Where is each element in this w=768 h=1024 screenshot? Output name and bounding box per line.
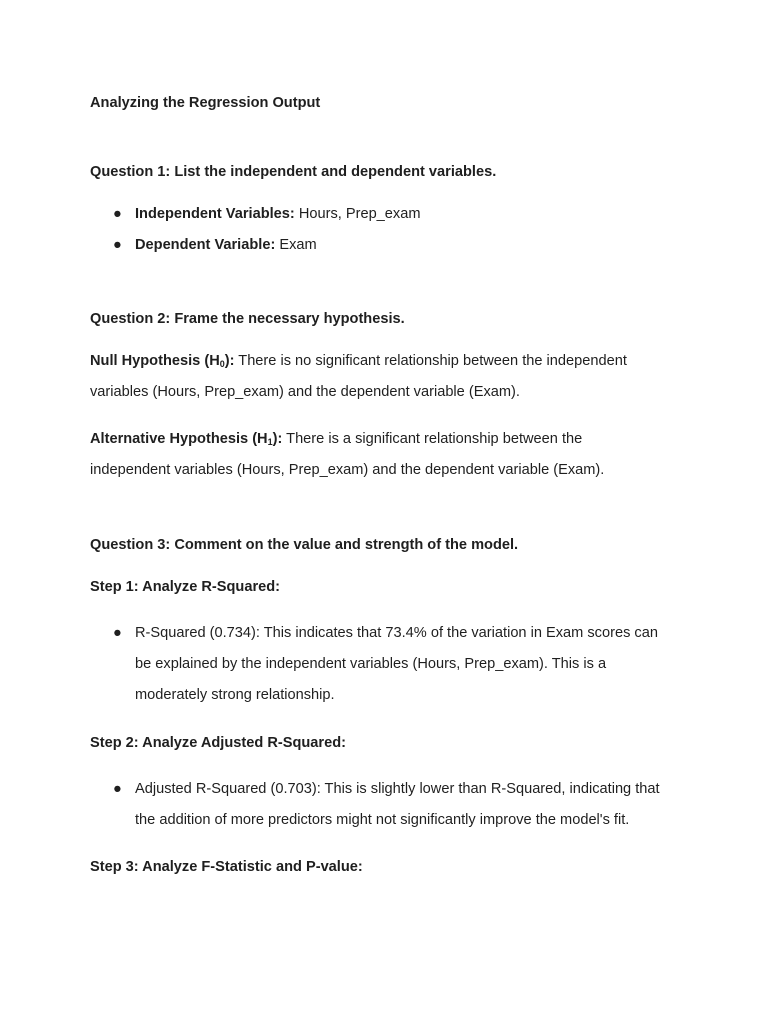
step-2-line-2: the addition of more predictors might not significantly improve the model's fit.: [135, 812, 630, 828]
step-1-line-2: be explained by the independent variables (Hours, Prep_exam). This is a: [135, 656, 607, 672]
step-1-line-1: R-Squared (0.734): This indicates that 73.4% of the variation in Exam scores can: [135, 625, 658, 641]
bullet-label: Dependent Variable:: [135, 237, 276, 253]
bullet-icon: ●: [113, 206, 122, 222]
null-hypothesis-text: There is no significant relationship between the independent: [234, 353, 627, 369]
step-1-heading: Step 1: Analyze R-Squared:: [90, 579, 281, 595]
alt-hypothesis-line-1: [90, 430, 582, 451]
list-item: [113, 780, 660, 798]
bullet-icon: ●: [113, 237, 122, 253]
question-2-heading: Question 2: Frame the necessary hypothesis.: [90, 311, 405, 327]
null-label-post: ):: [224, 353, 235, 369]
alt-label-subscript: 1: [267, 437, 273, 447]
null-hypothesis-label: [90, 353, 234, 369]
null-label-pre: Null Hypothesis (H: [90, 353, 220, 369]
bullet-label: Independent Variables:: [135, 206, 295, 222]
list-item: [113, 236, 317, 254]
question-3-heading: Question 3: Comment on the value and strength of the model.: [90, 537, 519, 553]
alt-hypothesis-label: [90, 431, 282, 447]
list-item: [113, 205, 421, 223]
list-item: [113, 624, 658, 642]
null-label-subscript: 0: [219, 359, 225, 369]
alt-label-post: ):: [272, 431, 283, 447]
document-title: Analyzing the Regression Output: [90, 95, 321, 111]
alt-label-pre: Alternative Hypothesis (H: [90, 431, 268, 447]
alt-hypothesis-line-2: independent variables (Hours, Prep_exam) and the dependent variable (Exam).: [90, 462, 605, 478]
null-hypothesis-line-2: variables (Hours, Prep_exam) and the dependent variable (Exam).: [90, 384, 520, 400]
question-1-heading: Question 1: List the independent and dependent variables.: [90, 164, 497, 180]
step-2-line-1: Adjusted R-Squared (0.703): This is slightly lower than R-Squared, indicating that: [135, 781, 660, 797]
alt-hypothesis-text: There is a significant relationship between the: [282, 431, 583, 447]
bullet-icon: ●: [113, 625, 122, 641]
step-1-line-3: moderately strong relationship.: [135, 687, 335, 703]
step-2-heading: Step 2: Analyze Adjusted R-Squared:: [90, 735, 346, 751]
bullet-icon: ●: [113, 781, 122, 797]
step-3-heading: Step 3: Analyze F-Statistic and P-value:: [90, 859, 363, 875]
bullet-text: Hours, Prep_exam: [294, 206, 421, 222]
null-hypothesis-line-1: [90, 352, 627, 373]
bullet-text: Exam: [275, 237, 317, 253]
